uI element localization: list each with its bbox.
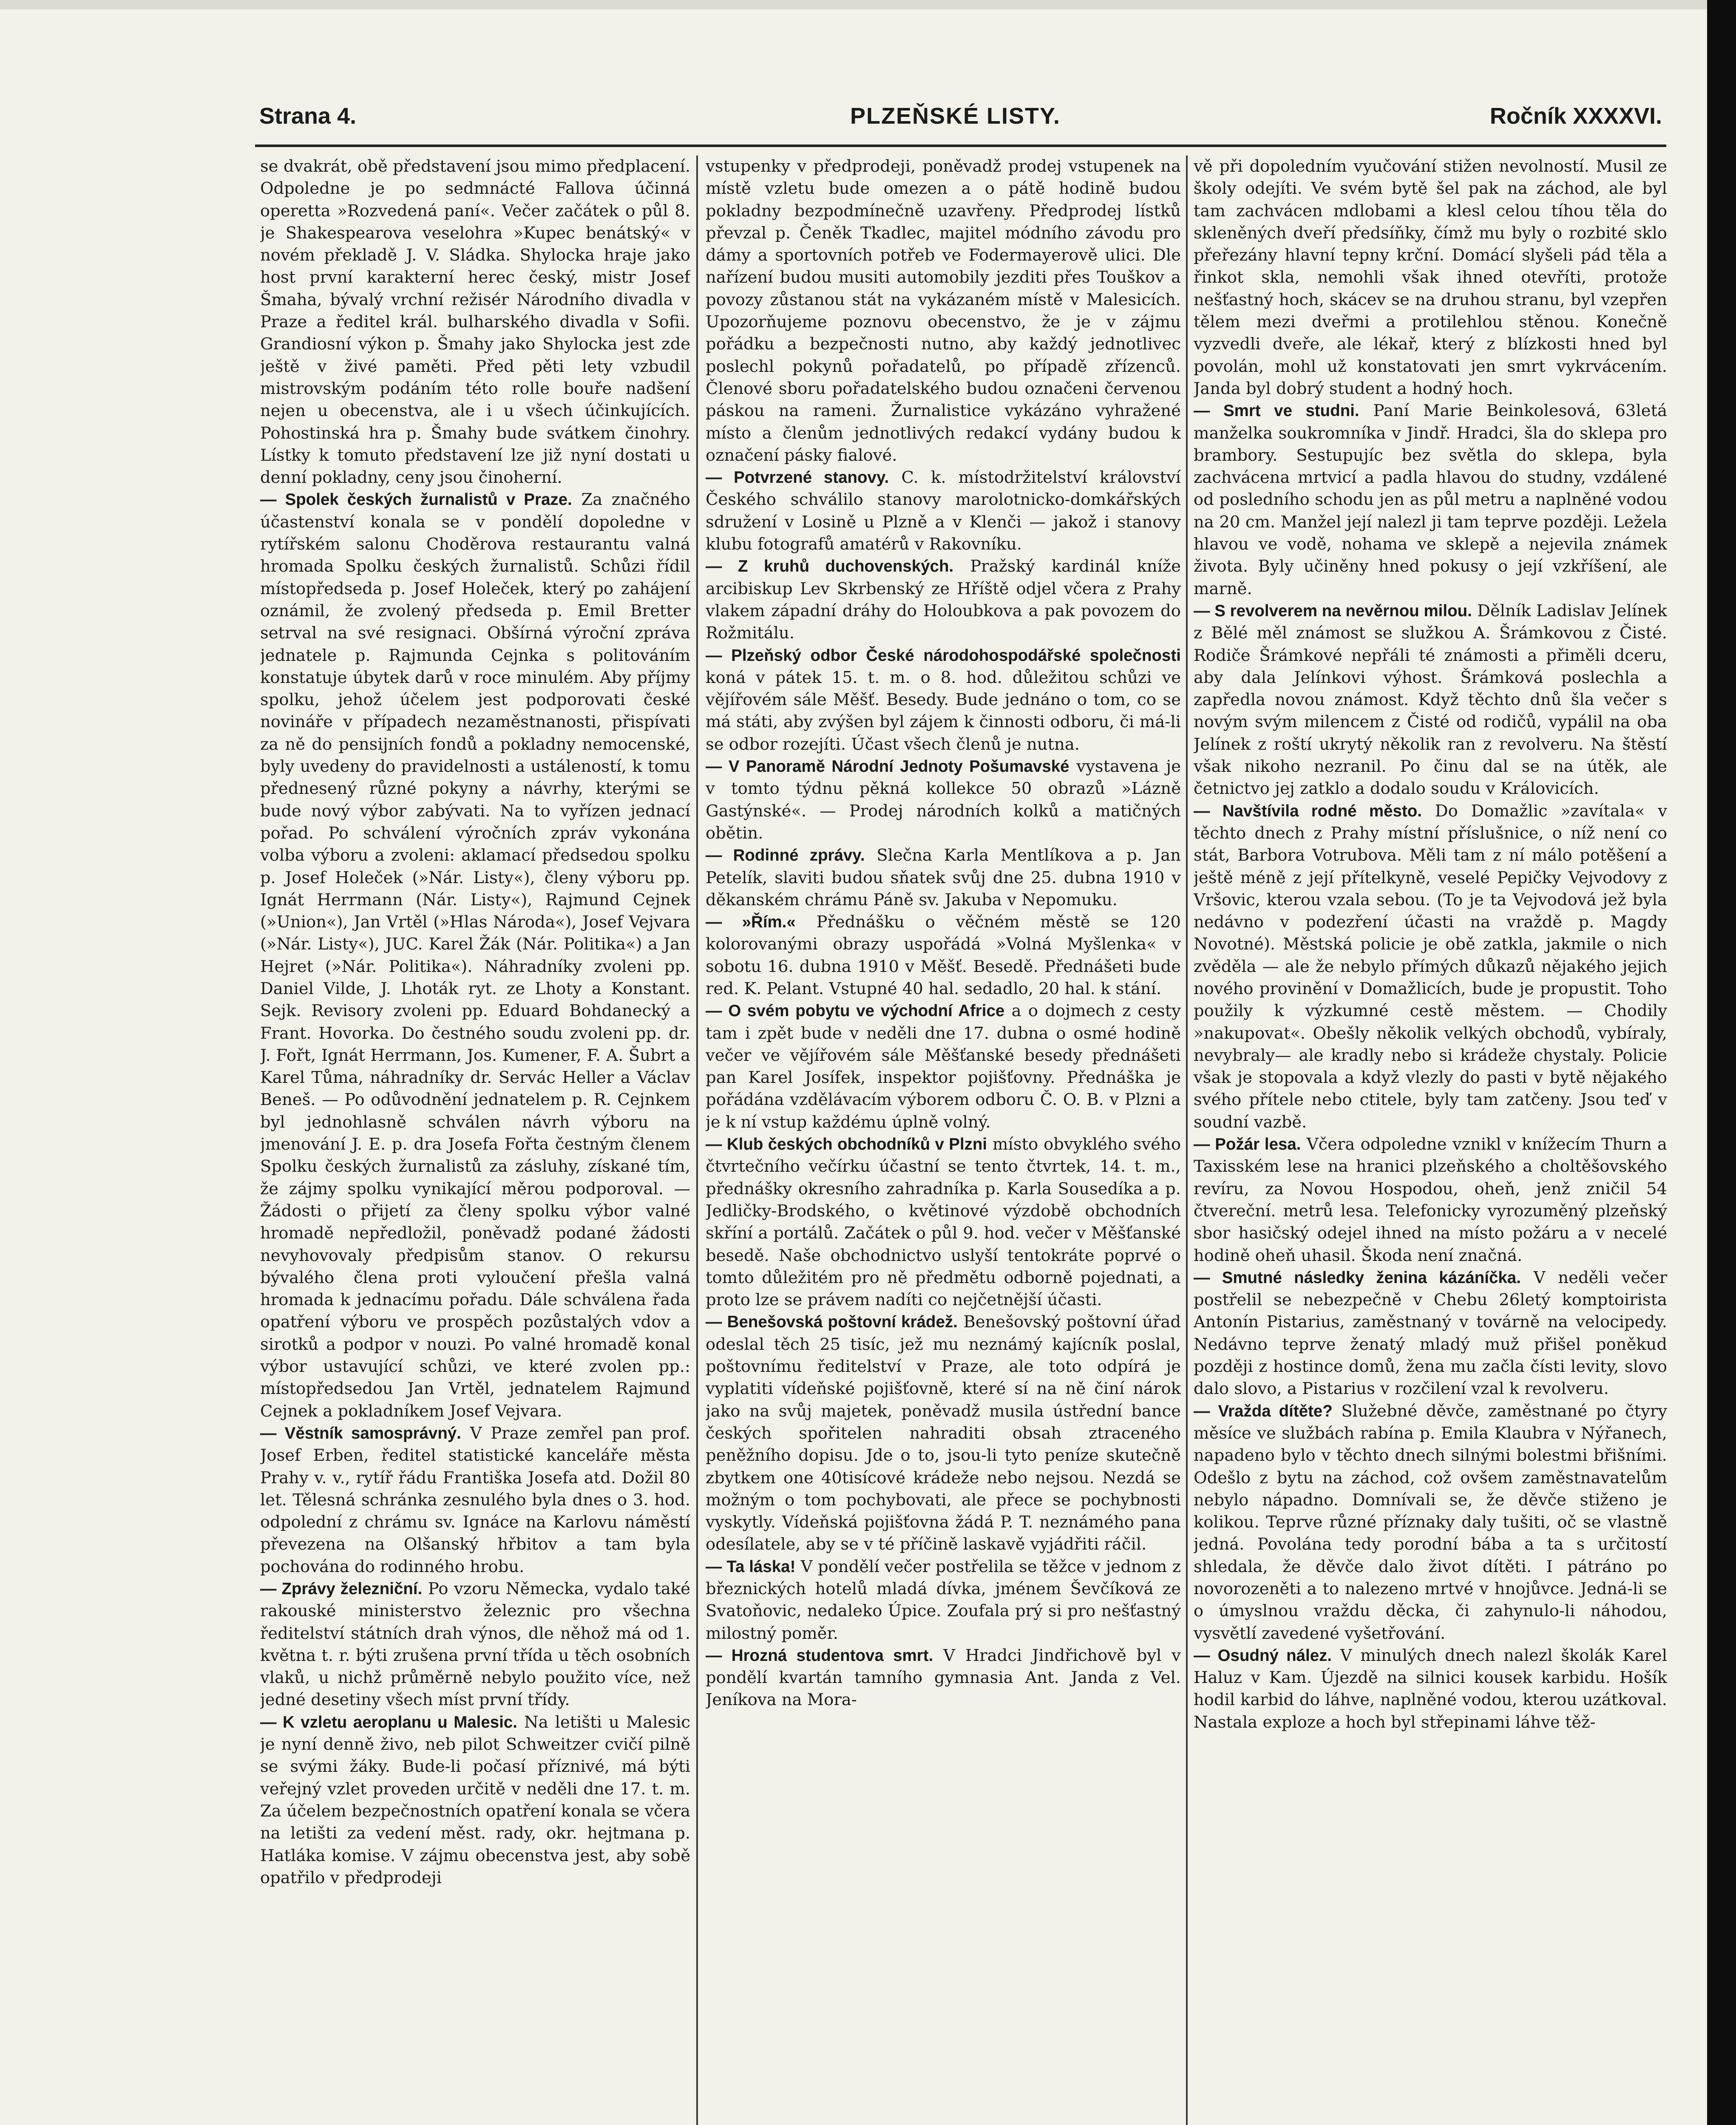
column-2 (706, 156, 1181, 2125)
article-title: — Navštívila rodné město. (1194, 802, 1422, 820)
article-family-news (706, 844, 1181, 911)
article-title: — Plzeňský odbor České národohospodářské společnosti (706, 646, 1181, 665)
article-body: V minulých dnech nalezl školák Karel Haluz v Kam. Újezdě na silnici kousek karbidu. Hošík hodil karbid do láhve, naplněné vodou, kterou uzátkoval. Nastala exploze a hoch byl střepinami láhve těž- (1194, 1646, 1667, 1732)
article-body: vě při dopoledním vyučování stižen nevolností. Musil ze školy odejíti. Ve svém bytě šel pak na záchod, ale byl tam zachvácen mdlobami a klesl celou tíhou těla do skleněných dveří předsíňky, čímž mu byly o rozbité sklo přeřezány hlavní tepny krční. Domácí slyšeli pád těla a řinkot skla, nemohli však ihned otevříti, protože nešťastný hoch, skácev se na druhou stranu, byl vzepřen tělem mezi dveřmi a protilehlou stěnou. Konečně vyzvedli dveře, ale lékař, který z blízkosti hned byl povolán, mohl už konstatovati jen smrt vykrvácením. Janda byl dobrý student a hodný hoch. (1194, 157, 1667, 398)
article-theatre (260, 156, 690, 489)
article-title: — S revolverem na nevěrnou milou. (1194, 601, 1472, 620)
page-top-edge (0, 0, 1707, 9)
article-title: — K vzletu aeroplanu u Malesic. (260, 1713, 518, 1731)
article-sermon (1194, 1267, 1667, 1400)
article-aeroplane (260, 1711, 690, 1889)
article-journalists (260, 489, 690, 1422)
article-body: Paní Marie Beinkolesová, 63letá manželka soukromníka v Jindř. Hradci, šla do sklepa pro brambory. Sestupujíc bez světla do sklepa, byla zachvácena mrtvicí a padla hlavou do studny, vzdálené od posledního schodu jen as půl metru a naplněné vodou na 20 cm. Manžel její nalezl ji tam teprve později. Ležela hlavou ve vodě, nohama ve sklepě a nejevila známek života. Byly učiněny hned pokusy o její vzkříšení, ale marně. (1194, 401, 1667, 598)
article-infanticide (1194, 1400, 1667, 1645)
article-body: Slečna Karla Mentlíkova a p. Jan Petelík, slaviti budou sňatek svůj dne 25. dubna 1910 v děkanském chrámu Páně sv. Jakuba v Nepomuku. (706, 846, 1181, 910)
article-body: vstupenky v předprodeji, poněvadž prodej vstupenek na místě vzletu bude omezen a o pátě hodině budou pokladny bezpodmínečně uzavřeny. Předprodej lístků převzal p. Čeněk Tkadlec, majitel módního závodu pro dámy a sportovních potřeb ve Fodermayerově ulici. Dle nařízení budou musiti automobily jezditi přes Touškov a povozy zůstanou stát na vykázaném místě v Malesicích. Upozorňujeme poznovu obecenstvo, že je v zájmu pořádku a bezpečnosti nutno, aby každý jednotlivec poslechl pokynů pořadatelů, po případě zřízenců. Členové sboru pořadatelského budou označeni červenou páskou na rameni. Žurnalistice vykázáno vyhražené místo a členům jednotlivých redakcí vydány budou k označení pásky fialové. (706, 157, 1181, 465)
article-africa-lecture (706, 1000, 1181, 1133)
article-love (706, 1556, 1181, 1645)
article-body: V neděli večer postřelil se nebezpečně v Chebu 26letý komptoirista Antonín Pistarius, zaměstnaný v továrně na velocipedy. Nedávno teprve ženatý mladý muž přišel poněkud později z hostince domů, žena mu začla čísti levity, slovo dalo slovo, a Pistarius v rozčilení vzal k revolveru. (1194, 1268, 1667, 1399)
article-body: Po vzoru Německa, vydalo také rakouské ministerstvo železnic pro všechna ředitelství státních drah výnos, dle něhož má od 1. května t. r. býti zrušena první třída u těch osobních vlaků, u nichž průměrně nebylo použito více, než jedné desetiny všech míst první třídy. (260, 1579, 690, 1710)
article-title: — Klub českých obchodníků v Plzni (706, 1135, 987, 1154)
article-statutes (706, 467, 1181, 555)
article-body: vystavena je v tomto týdnu pěkná kollekce 50 obrazů »Lázně Gastýnské«. — Prodej národních kolků a matičných obětin. (706, 757, 1181, 843)
article-title: — V Panoramě Národní Jednoty Pošumavské (706, 757, 1069, 776)
article-title: — »Řím.« (706, 913, 796, 932)
article-title: — Věstník samosprávný. (260, 1424, 461, 1442)
article-body: V Praze zemřel pan prof. Josef Erben, ředitel statistické kanceláře města Prahy v. v., rytíř řádu Františka Josefa atd. Dožil 80 let. Tělesná schránka zesnulého byla dnes o 3. hod. odpolední z chrámu sv. Ignáce na Karlovu náměstí převezena na Olšanský hřbitov a tam byla pochována do rodinného hrobu. (260, 1423, 690, 1576)
article-student-death (706, 1645, 1181, 1711)
article-title: — Z kruhů duchovenských. (706, 557, 954, 576)
article-title: — Hrozná studentova smrt. (706, 1646, 933, 1665)
page-header (259, 99, 1662, 137)
article-body: V pondělí večer postřelila se těžce v jednom z březnických hotelů mladá dívka, jménem Ševčíková ze Svatoňovic, nedaleko Úpice. Zoufala prý si pro nešťastný milostný poměr. (706, 1557, 1181, 1643)
header-rule (255, 144, 1666, 147)
article-body: místo obvyklého svého čtvrtečního večírku účastní se tento čtvrtek, 14. t. m., přednášky okresního zahradníka p. Karla Sousedíka a p. Jedličky-Brodského, o květinové výzdobě obchodních skříní a portálů. Začátek o půl 9. hod. večer v Měšťanské besedě. Naše obchodnictvo uslyší tentokráte poprvé o tomto důležitém pro ně předmětu odborně pojednati, a proto lze se právem nadíti co nejčetnější účasti. (706, 1135, 1181, 1310)
column-3 (1194, 156, 1667, 2125)
article-title: — Spolek českých žurnalistů v Praze. (260, 490, 572, 509)
scan-border (1707, 0, 1736, 2125)
article-revolver (1194, 600, 1667, 800)
article-tickets (706, 156, 1181, 467)
article-title: — Ta láska! (706, 1557, 796, 1576)
article-body: Benešovský poštovní úřad odeslal těch 25 tisíc, jež mu neznámý kajícník poslal, poštovnímu ředitelství v Praze, ale toto odpírá je vyplatiti vídeňské pojišťovně, které sí na ně činí nárok jako na svůj majetek, poněvadž musila ústřední bance českých spořitelen nahraditi obsah ztraceného peněžního dopisu. Jde o to, jsou-li tyto peníze skutečně zbytkem one 40tisícové krádeže nebo nejsou. Nezdá se možným o tom pochybovati, ale přece se pochybnosti vyskytly. Vídeňská pojišťovna žádá P. T. neznámého pana odesílatele, aby se v té příčině laskavě vyjádřiti ráčil. (706, 1312, 1181, 1554)
article-forest-fire (1194, 1133, 1667, 1267)
article-body: Přednášku o věčném městě se 120 kolorovanými obrazy uspořádá »Volná Myšlenka« v sobotu 16. dubna 1910 v Měšť. Besedě. Přednášeti bude red. K. Pelant. Vstupné 40 hal. sedadlo, 20 hal. k stání. (706, 912, 1181, 998)
article-body: Za značného účastenství konala se v pondělí dopoledne v rytířském salonu Choděrova restaurantu valná hromada Spolku českých žurnalistů. Schůzi řídil místopředseda p. Josef Holeček, který po zahájení oznámil, že zvolený předseda p. Emil Bretter setrval na své resignaci. Obšírná výroční zpráva jednatele p. Rajmunda Cejnka s politováním konstatuje úbytek darů v roce minulém. Aby příjmy spolku, jehož účelem jest podporovati české novináře v případech nezaměstnanosti, přispívati za ně do pensijních fondů a pokladny nemocenské, byly uvedeny do pravidelnosti a ustáleností, k tomu přednesený různé pokyny a návrhy, kterými se bude nový výbor zabývati. Na to vyřízen jednací pořad. Po schválení výročních zpráv vykonána volba výboru a zvoleni: aklamací předsedou spolku p. Josef Holeček (»Nár. Listy«), členy výboru pp. Ignát Herrmann (Nár. Listy«), Rajmund Cejnek (»Union«), Jan Vrtěl (»Hlas Národa«), Josef Vejvara (»Nár. Listy«), JUC. Karel Žák (Nár. Politika«) a Jan Hejret (»Nár. Politika«). Náhradníky zvoleni pp. Daniel Vilde, J. Lhoták ryt. ze Lhoty a Konstant. Sejk. Revisory zvoleni pp. Eduard Bohdanecký a Frant. Hovorka. Do čestného soudu zvoleni pp. dr. J. Fořt, Ignát Herrmann, Jos. Kumener, F. A. Šubrt a Karel Tůma, náhradníky dr. Servác Heller a Václav Beneš. — Po odůvodnění jednatelem p. R. Cejnkem byl jednohlasně schválen návrh výboru na jmenování J. E. p. dra Josefa Fořta čestným členem Spolku českých žurnalistů za zásluhy, získané tím, že zájmy spolku vynikající měrou podporoval. — Žádosti o přijetí za členy spolku výbor valné hromadě nepředložil, poněvadž podané žádosti nevyhovovaly předpisům stanov. O rekursu bývalého člena proti vyloučení přešla valná hromada k jednacímu pořadu. Dále schválena řada opatření výboru ve prospěch pozůstalých vdov a sirotků a podpor v nouzi. Po valné hromadě konal výbor ustavující schůzi, ve které zvolen pp.: místopředsedou Jan Vrtěl, jednatelem Rajmund Cejnek a pokladníkem Josef Vejvara. (260, 490, 690, 1421)
article-title: — Zprávy železniční. (260, 1580, 423, 1598)
article-body: Do Domažlic »zavítala« v těchto dnech z Prahy místní příslušnice, o níž není co stát, Barbora Votrubova. Měli tam z ní málo potěšení a ještě méně z její přítelkyně, veselé Pepičky Vejvodovy z Vršovic, kterou vzala sebou. (To je ta Vejvodová jež byla nedávno v podezření účasti na vraždě p. Magdy Novotné). Městská policie je obě zatkla, jakmile o nich zvěděla — ale že nebylo přímých důkazů nějakého jejich nového provinění v Domažlicích, bude je propustit. Toho použily k výzkumné cestě městem. — Chodily »nakupovat«. Obešly několik velkých obchodů, vybíraly, nevybraly— ale kradly nebo si krádeže chystaly. Policie však je stopovala a když vlezly do pasti v bytě nějakého svého přítele nebo ctitele, byly tam zatčeny. Jsou teď v soudní vazbě. (1194, 801, 1667, 1132)
masthead-title: PLZEŇSKÉ LISTY. (850, 103, 1061, 129)
article-body: V Hradci Jindřichově byl v pondělí kvartán tamního gymnasia Ant. Janda z Vel. Jeníkova na Mora- (706, 1646, 1181, 1710)
article-title: — O svém pobytu ve východní Africe (706, 1002, 1005, 1020)
page-number: Strana 4. (259, 103, 357, 129)
column-divider (1186, 156, 1188, 2125)
article-merchants-club (706, 1133, 1181, 1311)
article-student-death-continued (1194, 156, 1667, 400)
article-fatal-find (1194, 1645, 1667, 1734)
article-railway (260, 1578, 690, 1711)
article-title: — Vražda dítěte? (1194, 1402, 1333, 1420)
article-well-death (1194, 400, 1667, 600)
article-body: Dělník Ladislav Jelínek z Bělé měl známost se služkou A. Šrámkovou z Čisté. Rodiče Šrámkové nepřáli té známosti a přiměli dceru, aby dala Jelínkovi výhost. Šrámková poslechla a zapředla novou známost. Když těchto dnů šla večer s novým svým milencem z Čisté od rodičů, vypálil na oba Jelínek z roští ukrytý několik ran z revolveru. Na štěstí však nikoho nezranil. Po činu dal se na útěk, ale četnictvo jej zatklo a dodalo soudu v Královicích. (1194, 601, 1667, 799)
volume-number: Ročník XXXXVI. (1489, 103, 1662, 129)
article-title: — Smrt ve studni. (1194, 402, 1359, 420)
article-postal-theft (706, 1311, 1181, 1556)
article-body: a o dojmech z cesty tam i zpět bude v neděli dne 17. dubna o osmé hodině večer ve vějířovém sále Měšťanské besedy přednášeti pan Karel Josífek, inspektor pojišťovny. Přednáška je pořádána vzdělávacím výborem odboru Č. O. B. v Plzni a je k ní vstup každému úplně volný. (706, 1001, 1181, 1132)
article-title: — Potvrzené stanovy. (706, 468, 889, 487)
article-rome-lecture (706, 911, 1181, 1000)
article-body: koná v pátek 15. t. m. o 8. hod. důležitou schůzi ve vějířovém sále Měšť. Besedy. Bude jednáno o tom, co se má státi, aby zvýšen byl zájem k činnosti odboru, či má-li se odbor rozejíti. Účast všech členů je nutna. (706, 668, 1181, 754)
column-divider (696, 156, 698, 2125)
column-1 (260, 156, 690, 2125)
article-body: Včera odpoledne vznikl v knížecím Thurn a Taxisském lese na hranici plzeňského a choltěšovského revíru, za Novou Hospodou, oheň, jenž zničil 54 čtvereční. metrů lesa. Telefonicky vyrozuměný plzeňský sbor hasičský odejel ihned na místo požáru a v necelé hodině oheň uhasil. Škoda není značná. (1194, 1135, 1667, 1265)
article-body: Služebné děvče, zaměstnané po čtyry měsíce ve službách rabína p. Emila Klaubra v Nýřanech, napadeno bylo v těchto dnech silnými bolestmi břišními. Odešlo z bytu na záchod, což ovšem zaměstnavatelům nebylo nápadno. Domnívali se, že děvče stiženo je kolikou. Teprve různé příznaky daly tušiti, oč se vlastně jedná. Povolána tedy porodní bába a ta s určitostí shledala, že děvče dalo život dítěti. I pátráno po novorozeněti a to nalezeno mrtvé v hnojůvce. Jedná-li se o úmyslnou vraždu děcka, či zahynulo-li náhodou, vysvětlí zavedené vyšetřování. (1194, 1401, 1667, 1643)
article-clergy (706, 555, 1181, 644)
article-title: — Požár lesa. (1194, 1135, 1301, 1154)
article-economic-society (706, 645, 1181, 756)
article-body: C. k. místodržitelství království Českého schválilo stanovy marolotnicko-domkářských sdružení v Losině u Plzně a v Klenči — jakož i stanovy klubu fotografů amatérů v Rakovníku. (706, 468, 1181, 554)
article-title: — Osudný nález. (1194, 1646, 1332, 1665)
article-body: Na letišti u Malesic je nyní denně živo, neb pilot Schweitzer cvičí pilně se svými žáky. Bude-li počasí příznivé, má býti veřejný vzlet proveden určitě v neděli dne 17. t. m. Za účelem bezpečnostních opatření konala se včera na letišti za vedení měst. rady, okr. hejtmana p. Hatláka komise. V zájmu obecenstva jest, aby sobě opatřilo v předprodeji (260, 1712, 690, 1887)
article-title: — Rodinné zprávy. (706, 846, 865, 865)
article-title: — Benešovská poštovní krádež. (706, 1313, 958, 1332)
article-body: Pražský kardinál kníže arcibiskup Lev Skrbenský ze Hříště odjel včera z Prahy vlakem západní dráhy do Holoubkova a pak povozem do Rožmitálu. (706, 557, 1181, 643)
article-panorama (706, 756, 1181, 844)
article-hometown (1194, 800, 1667, 1133)
article-municipal (260, 1422, 690, 1578)
article-body: se dvakrát, obě představení jsou mimo předplacení. Odpoledne je po sedmnácté Fallova účinná operetta »Rozvedená paní«. Večer začátek o půl 8. je Shakespearova veselohra »Kupec benátský« v novém překladě J. V. Sládka. Shylocka hraje jako host první karakterní herec český, mistr Josef Šmaha, bývalý vrchní režisér Národního divadla v Praze a ředitel král. bulharského divadla v Sofii. Grandiosní výkon p. Šmahy jako Shylocka jest zde ještě v živé paměti. Před pěti lety vzbudil mistrovským podáním této rolle bouře nadšení nejen u obecenstva, ale i u všech účinkujících. Pohostinská hra p. Šmahy bude svátkem činohry. Lístky k tomuto představení lze již nyní dostati u denní pokladny, ceny jsou činoherní. (260, 157, 690, 487)
article-title: — Smutné následky ženina kázáníčka. (1194, 1268, 1521, 1287)
